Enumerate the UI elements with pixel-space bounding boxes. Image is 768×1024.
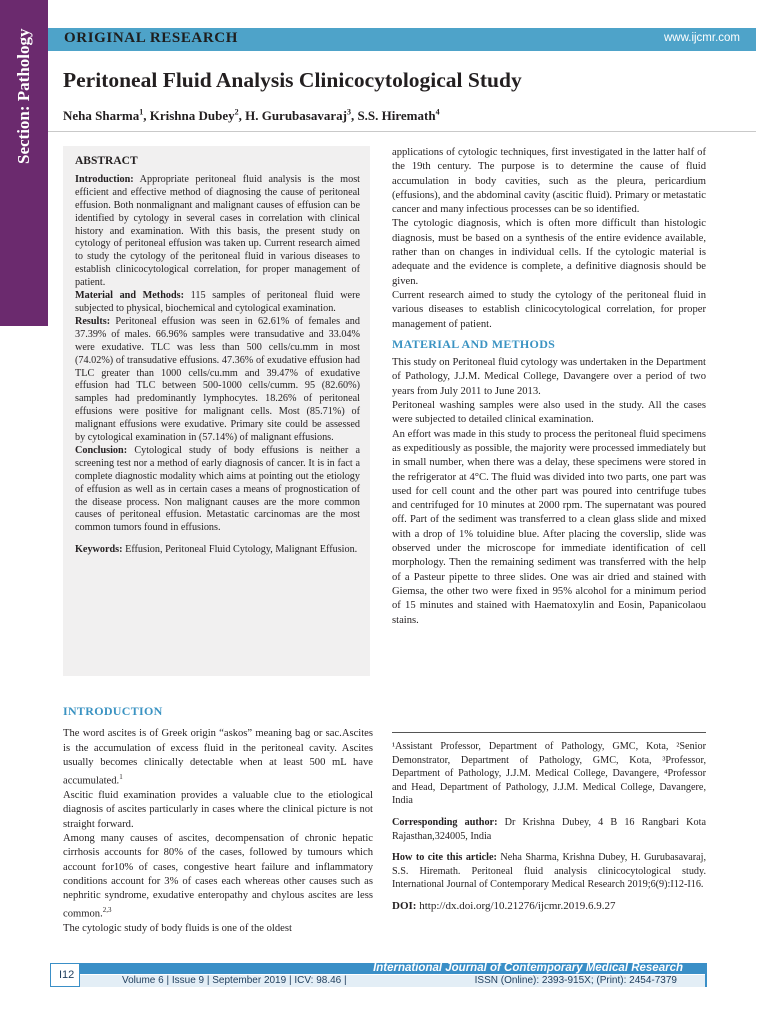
abstract-methods: Material and Methods: 115 samples of peritoneal fluid were subjected to physical, biochemical and cytological examination. <box>75 290 360 314</box>
paragraph: Current research aimed to study the cytology of the peritoneal fluid in various diseases to establish clinicocytological correlation, for proper management of patient. <box>392 289 706 330</box>
footer-issn: ISSN (Online): 2393-915X; (Print): 2454-7379 <box>474 975 677 986</box>
footer-journal-name: International Journal of Contemporary Medical Research <box>373 962 683 974</box>
right-column <box>392 146 706 628</box>
doi-link[interactable]: http://dx.doi.org/10.21276/ijcmr.2019.6.9.27 <box>419 899 616 912</box>
page-number: I12 <box>59 969 75 981</box>
article-type-label: ORIGINAL RESEARCH <box>64 30 238 46</box>
methods-heading: MATERIAL AND METHODS <box>392 336 556 351</box>
author: H. Gurubasavaraj$^3$, <box>245 108 358 124</box>
paragraph: Peritoneal washing samples were also used in the study. All the cases were subjected to detailed clinical examination. <box>392 400 706 426</box>
article-title: Peritoneal Fluid Analysis Clinicocytological Study <box>63 68 522 92</box>
paragraph: Among many causes of ascites, decompensation of chronic hepatic cirrhosis accounts for 80% of the cases, followed by tumours which account for10% of cases, congestive heart failure and inflammatory conditions account for 3% of cases each whereas other causes such as nephritic syndrome, exudative enteropathy and chylous ascites are less common.$^{2,3}$ <box>63 832 373 920</box>
footer-journal-bar <box>50 963 705 974</box>
footnote-divider <box>392 732 706 733</box>
abstract-results: Results: Peritoneal effusion was seen in 62.61% of females and 37.39% of males. 66.96% samples were transudative and 33.04% were exudative. TLC was less than 500 cells/cu.mm in most (74.02%) of transudative effusions. 47.36% of exudative effusion had TLC greater than 1000 cells/cu.mm and 39.47% of exudative effusion had TLC between 500-1000 cells/cumm. 95 (82.60%) samples had predominantly lymphocytes. 18.26% of peritoneal effusions were positive for malignant cells. Most (85.71%) of malignant effusions were exudative. Primary site could be assessed by cytological examination in (57.14%) of malignant effusions. <box>75 315 360 444</box>
abstract-keywords: Keywords: Effusion, Peritoneal Fluid Cytology, Malignant Effusion. <box>75 544 358 556</box>
doi: DOI: http://dx.doi.org/10.21276/ijcmr.2019.6.9.27 <box>392 899 616 912</box>
introduction-heading: INTRODUCTION <box>63 704 163 718</box>
journal-url-link[interactable]: www.ijcmr.com <box>663 32 740 44</box>
corresponding-author: Corresponding author: Dr Krishna Dubey, 4 B 16 Rangbari Kota Rajasthan,324005, India <box>392 816 706 842</box>
paragraph: The cytologic study of body fluids is one of the oldest <box>63 923 292 935</box>
abstract-heading: ABSTRACT <box>75 155 138 167</box>
header-bar <box>48 28 756 51</box>
author: S.S. Hiremath$^4$ <box>357 108 440 124</box>
footer-divider <box>705 963 707 987</box>
section-label: Section: Pathology <box>14 28 33 164</box>
paragraph: This study on Peritoneal fluid cytology was undertaken in the Department of Pathology, J.J.M. Medical College, Davangere over a period of two years from July 2011 to June 2013. <box>392 357 706 397</box>
abstract-conclusion: Conclusion: Cytological study of body effusions is neither a screening test nor a method of early diagnosis of cancer. It is in fact a complete diagnostic modality which aims at pointing out the etiology of effusion as well as in certain cases a means of prognostication of the disease process. Non malignant causes are the more common causes of peritoneal effusion. Metastatic carcinomas are the most common tumors found in effusions. <box>75 444 360 534</box>
paragraph: applications of cytologic techniques, first investigated in the latter half of the 19th century. The purpose is to determine the cause of fluid accumulation in body cavities, such as the pleura, pericardium (effusions), and the abdominal cavity (ascitic fluid). Primary or metastatic cancer and many infectious processes can be so identified. <box>392 147 706 216</box>
affiliations: ¹Assistant Professor, Department of Pathology, GMC, Kota, ²Senior Demonstrator, Department of Pathology, GMC, Kota, ³Professor, Department of Pathology, J.J.M. Medical College, Davangere, ⁴Professor and Head, Department of Pathology, J.J.M. Medical College, Davangere, India <box>392 741 706 807</box>
abstract-box <box>63 146 370 676</box>
page-number-box <box>50 963 80 987</box>
citation: How to cite this article: Neha Sharma, Krishna Dubey, H. Gurubasavaraj, S.S. Hiremath. Peritoneal fluid analysis clinicocytological study. International Journal of Contemporary Medical Research 2019;6(9):I12-I16. <box>392 852 707 891</box>
footer-volume: Volume 6 | Issue 9 | September 2019 | ICV: 98.46 | <box>122 975 347 986</box>
paragraph: The cytologic diagnosis, which is often more difficult than histologic diagnosis, must be based on a synthesis of the entire evidence available, rather than on changes in individual cells. If the cytologic material is adequate and the evidence is complete, a definitive diagnosis should be given. <box>392 218 706 287</box>
title-divider <box>48 131 756 132</box>
paragraph: An effort was made in this study to process the peritoneal fluid specimens as expeditiously as possible, the majority were processed immediately but in small number, when there was a delay, these specimens were stored in the refrigerator at 4°C. The fluid was divided into two parts, one part was used for cell count and the other part was poured into centrifuge tubes and centrifuged for 10 minutes at 2000 rpm. The supernatant was poured off. Part of the sediment was transferred to a clean glass slide and mixed with a drop of 1% toluidine blue. After placing the coverslip, slide was observed under the microscope for immediate identification of cell morphology. Then the remaining sediment was transferred with the help of a Pasteur pipette to three slides. One was air dried and stained with Giemsa, the other two were fixed in 95% alcohol for a minimum period of 15 minutes and stained with Haematoxylin and Eosin, Papanicolaou stains. <box>392 428 706 626</box>
footnotes <box>392 740 706 922</box>
author-list <box>63 108 440 124</box>
footer-info-bar <box>50 975 705 987</box>
paragraph: Ascitic fluid examination provides a valuable clue to the etiological diagnosis of ascites particularly in cases where the clinical picture is not straight forward. <box>63 790 373 830</box>
author: Krishna Dubey$^2$, <box>149 108 246 124</box>
section-sidebar <box>0 0 48 326</box>
introduction-section <box>63 704 373 937</box>
author: Neha Sharma$^1$, <box>63 108 150 124</box>
abstract-introduction: Introduction: Appropriate peritoneal fluid analysis is the most efficient and effective method of diagnosing the cause of peritoneal effusion. Both nonmalignant and malignant causes of effusion can be identified by cytology in several cases in correlation with clinical history and examination. With this basis, the present study on cytology of peritoneal effusion was taken up. Current research aimed to study the cytology of the peritoneal fluid in various diseases to establish clinicocytological correlation, for proper management of patient. <box>75 173 360 289</box>
paragraph: The word ascites is of Greek origin “askos” meaning bag or sac.Ascites is the accumulation of excess fluid in the peritoneal cavity. Ascites usually becomes clinically detectable when at least 500 mL have accumulated.$^1$ <box>63 728 373 787</box>
